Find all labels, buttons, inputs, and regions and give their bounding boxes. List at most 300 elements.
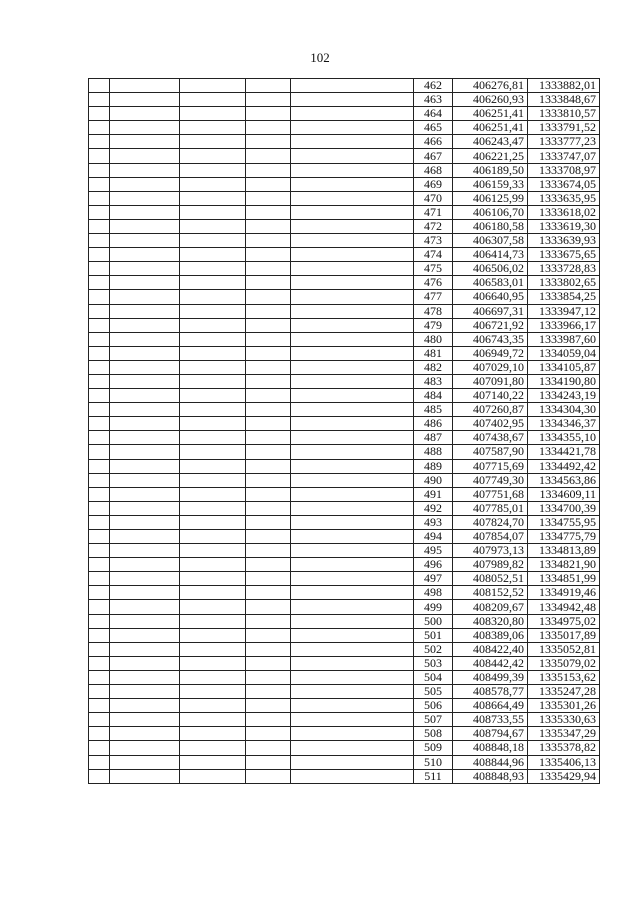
point-number-cell: 471	[414, 205, 453, 219]
empty-cell	[180, 79, 246, 93]
empty-cell	[110, 769, 180, 783]
point-number-cell: 485	[414, 403, 453, 417]
table-row	[89, 501, 600, 515]
empty-cell	[246, 163, 291, 177]
empty-cell	[89, 445, 110, 459]
empty-cell	[110, 79, 180, 93]
x-coordinate-cell: 406307,58	[453, 234, 528, 248]
empty-cell	[180, 276, 246, 290]
point-number-cell: 487	[414, 431, 453, 445]
y-coordinate-cell: 1334492,42	[528, 459, 600, 473]
empty-cell	[180, 248, 246, 262]
x-coordinate-cell: 408209,67	[453, 600, 528, 614]
empty-cell	[246, 417, 291, 431]
empty-cell	[180, 459, 246, 473]
empty-cell	[291, 586, 414, 600]
empty-cell	[180, 741, 246, 755]
x-coordinate-cell: 408848,93	[453, 769, 528, 783]
empty-cell	[89, 530, 110, 544]
empty-cell	[89, 205, 110, 219]
empty-cell	[110, 515, 180, 529]
empty-cell	[246, 628, 291, 642]
empty-cell	[291, 656, 414, 670]
empty-cell	[180, 600, 246, 614]
empty-cell	[180, 234, 246, 248]
empty-cell	[246, 135, 291, 149]
empty-cell	[89, 769, 110, 783]
empty-cell	[246, 614, 291, 628]
empty-cell	[291, 276, 414, 290]
empty-cell	[246, 656, 291, 670]
table-row	[89, 487, 600, 501]
table-row	[89, 727, 600, 741]
table-row	[89, 219, 600, 233]
empty-cell	[110, 149, 180, 163]
x-coordinate-cell: 406414,73	[453, 248, 528, 262]
empty-cell	[180, 417, 246, 431]
empty-cell	[291, 163, 414, 177]
empty-cell	[89, 304, 110, 318]
table-row	[89, 755, 600, 769]
empty-cell	[110, 600, 180, 614]
table-row	[89, 346, 600, 360]
empty-cell	[291, 219, 414, 233]
x-coordinate-cell: 407140,22	[453, 389, 528, 403]
empty-cell	[291, 191, 414, 205]
x-coordinate-cell: 406721,92	[453, 318, 528, 332]
y-coordinate-cell: 1333675,65	[528, 248, 600, 262]
empty-cell	[180, 473, 246, 487]
y-coordinate-cell: 1335378,82	[528, 741, 600, 755]
x-coordinate-cell: 407785,01	[453, 501, 528, 515]
coordinates-table	[88, 78, 600, 784]
x-coordinate-cell: 406276,81	[453, 79, 528, 93]
x-coordinate-cell: 408442,42	[453, 656, 528, 670]
table-row	[89, 304, 600, 318]
y-coordinate-cell: 1333966,17	[528, 318, 600, 332]
y-coordinate-cell: 1335052,81	[528, 642, 600, 656]
y-coordinate-cell: 1333728,83	[528, 262, 600, 276]
empty-cell	[110, 670, 180, 684]
point-number-cell: 496	[414, 558, 453, 572]
empty-cell	[110, 374, 180, 388]
table-row	[89, 177, 600, 191]
table-row	[89, 572, 600, 586]
empty-cell	[110, 346, 180, 360]
table-row	[89, 459, 600, 473]
point-number-cell: 465	[414, 121, 453, 135]
empty-cell	[246, 600, 291, 614]
empty-cell	[291, 107, 414, 121]
empty-cell	[291, 290, 414, 304]
x-coordinate-cell: 406251,41	[453, 107, 528, 121]
point-number-cell: 468	[414, 163, 453, 177]
empty-cell	[180, 487, 246, 501]
y-coordinate-cell: 1335429,94	[528, 769, 600, 783]
point-number-cell: 476	[414, 276, 453, 290]
table-row	[89, 93, 600, 107]
empty-cell	[180, 403, 246, 417]
empty-cell	[246, 79, 291, 93]
empty-cell	[110, 332, 180, 346]
y-coordinate-cell: 1333882,01	[528, 79, 600, 93]
y-coordinate-cell: 1333848,67	[528, 93, 600, 107]
table-row	[89, 544, 600, 558]
x-coordinate-cell: 408499,39	[453, 670, 528, 684]
empty-cell	[246, 727, 291, 741]
empty-cell	[110, 276, 180, 290]
table-row	[89, 248, 600, 262]
y-coordinate-cell: 1334700,39	[528, 501, 600, 515]
empty-cell	[110, 360, 180, 374]
empty-cell	[110, 304, 180, 318]
empty-cell	[291, 544, 414, 558]
empty-cell	[291, 727, 414, 741]
empty-cell	[246, 431, 291, 445]
point-number-cell: 502	[414, 642, 453, 656]
x-coordinate-cell: 406159,33	[453, 177, 528, 191]
x-coordinate-cell: 406189,50	[453, 163, 528, 177]
table-row	[89, 515, 600, 529]
empty-cell	[110, 248, 180, 262]
empty-cell	[180, 262, 246, 276]
empty-cell	[291, 417, 414, 431]
point-number-cell: 462	[414, 79, 453, 93]
empty-cell	[291, 699, 414, 713]
empty-cell	[89, 642, 110, 656]
point-number-cell: 511	[414, 769, 453, 783]
x-coordinate-cell: 407854,07	[453, 530, 528, 544]
table-row	[89, 135, 600, 149]
empty-cell	[89, 727, 110, 741]
empty-cell	[246, 670, 291, 684]
empty-cell	[180, 163, 246, 177]
empty-cell	[89, 656, 110, 670]
x-coordinate-cell: 407824,70	[453, 515, 528, 529]
point-number-cell: 482	[414, 360, 453, 374]
empty-cell	[89, 699, 110, 713]
empty-cell	[180, 656, 246, 670]
empty-cell	[89, 755, 110, 769]
empty-cell	[110, 713, 180, 727]
empty-cell	[246, 769, 291, 783]
empty-cell	[246, 360, 291, 374]
x-coordinate-cell: 407715,69	[453, 459, 528, 473]
empty-cell	[291, 403, 414, 417]
y-coordinate-cell: 1334851,99	[528, 572, 600, 586]
empty-cell	[89, 670, 110, 684]
empty-cell	[110, 191, 180, 205]
empty-cell	[110, 530, 180, 544]
x-coordinate-cell: 407973,13	[453, 544, 528, 558]
table-row	[89, 445, 600, 459]
empty-cell	[110, 755, 180, 769]
empty-cell	[110, 163, 180, 177]
empty-cell	[180, 501, 246, 515]
empty-cell	[246, 177, 291, 191]
point-number-cell: 510	[414, 755, 453, 769]
empty-cell	[89, 501, 110, 515]
empty-cell	[89, 431, 110, 445]
table-row	[89, 473, 600, 487]
empty-cell	[89, 544, 110, 558]
table-row	[89, 713, 600, 727]
y-coordinate-cell: 1333854,25	[528, 290, 600, 304]
y-coordinate-cell: 1333635,95	[528, 191, 600, 205]
empty-cell	[246, 685, 291, 699]
y-coordinate-cell: 1334421,78	[528, 445, 600, 459]
table-row	[89, 107, 600, 121]
empty-cell	[89, 572, 110, 586]
empty-cell	[110, 219, 180, 233]
empty-cell	[89, 191, 110, 205]
empty-cell	[246, 107, 291, 121]
empty-cell	[246, 389, 291, 403]
empty-cell	[89, 234, 110, 248]
x-coordinate-cell: 406697,31	[453, 304, 528, 318]
empty-cell	[246, 403, 291, 417]
y-coordinate-cell: 1333810,57	[528, 107, 600, 121]
y-coordinate-cell: 1333674,05	[528, 177, 600, 191]
y-coordinate-cell: 1334355,10	[528, 431, 600, 445]
empty-cell	[246, 741, 291, 755]
empty-cell	[180, 530, 246, 544]
y-coordinate-cell: 1334821,90	[528, 558, 600, 572]
table-row	[89, 121, 600, 135]
empty-cell	[291, 205, 414, 219]
empty-cell	[180, 727, 246, 741]
empty-cell	[180, 769, 246, 783]
x-coordinate-cell: 407260,87	[453, 403, 528, 417]
point-number-cell: 490	[414, 473, 453, 487]
empty-cell	[110, 642, 180, 656]
empty-cell	[89, 360, 110, 374]
empty-cell	[291, 431, 414, 445]
empty-cell	[246, 276, 291, 290]
y-coordinate-cell: 1335330,63	[528, 713, 600, 727]
point-number-cell: 478	[414, 304, 453, 318]
point-number-cell: 483	[414, 374, 453, 388]
y-coordinate-cell: 1335406,13	[528, 755, 600, 769]
empty-cell	[110, 544, 180, 558]
table-row	[89, 290, 600, 304]
empty-cell	[110, 93, 180, 107]
point-number-cell: 464	[414, 107, 453, 121]
empty-cell	[291, 501, 414, 515]
point-number-cell: 467	[414, 149, 453, 163]
empty-cell	[89, 248, 110, 262]
empty-cell	[180, 431, 246, 445]
empty-cell	[110, 727, 180, 741]
x-coordinate-cell: 406180,58	[453, 219, 528, 233]
empty-cell	[291, 572, 414, 586]
point-number-cell: 466	[414, 135, 453, 149]
y-coordinate-cell: 1334942,48	[528, 600, 600, 614]
table-row	[89, 332, 600, 346]
empty-cell	[291, 670, 414, 684]
y-coordinate-cell: 1334243,19	[528, 389, 600, 403]
empty-cell	[246, 304, 291, 318]
empty-cell	[180, 121, 246, 135]
empty-cell	[180, 374, 246, 388]
empty-cell	[291, 600, 414, 614]
empty-cell	[291, 374, 414, 388]
table-row	[89, 79, 600, 93]
empty-cell	[89, 93, 110, 107]
empty-cell	[110, 473, 180, 487]
x-coordinate-cell: 406221,25	[453, 149, 528, 163]
y-coordinate-cell: 1333987,60	[528, 332, 600, 346]
empty-cell	[110, 586, 180, 600]
point-number-cell: 506	[414, 699, 453, 713]
empty-cell	[246, 121, 291, 135]
y-coordinate-cell: 1334190,80	[528, 374, 600, 388]
x-coordinate-cell: 406260,93	[453, 93, 528, 107]
table-row	[89, 417, 600, 431]
point-number-cell: 495	[414, 544, 453, 558]
empty-cell	[180, 149, 246, 163]
x-coordinate-cell: 407989,82	[453, 558, 528, 572]
x-coordinate-cell: 408733,55	[453, 713, 528, 727]
y-coordinate-cell: 1333747,07	[528, 149, 600, 163]
empty-cell	[180, 290, 246, 304]
table-row	[89, 656, 600, 670]
point-number-cell: 488	[414, 445, 453, 459]
table-row	[89, 614, 600, 628]
point-number-cell: 498	[414, 586, 453, 600]
empty-cell	[110, 572, 180, 586]
empty-cell	[89, 473, 110, 487]
point-number-cell: 469	[414, 177, 453, 191]
table-row	[89, 431, 600, 445]
empty-cell	[291, 741, 414, 755]
y-coordinate-cell: 1333618,02	[528, 205, 600, 219]
empty-cell	[291, 135, 414, 149]
point-number-cell: 463	[414, 93, 453, 107]
empty-cell	[291, 445, 414, 459]
empty-cell	[110, 107, 180, 121]
x-coordinate-cell: 406949,72	[453, 346, 528, 360]
x-coordinate-cell: 408794,67	[453, 727, 528, 741]
empty-cell	[110, 262, 180, 276]
empty-cell	[89, 600, 110, 614]
empty-cell	[246, 445, 291, 459]
empty-cell	[246, 205, 291, 219]
x-coordinate-cell: 406506,02	[453, 262, 528, 276]
empty-cell	[110, 234, 180, 248]
empty-cell	[246, 290, 291, 304]
empty-cell	[180, 713, 246, 727]
empty-cell	[246, 149, 291, 163]
empty-cell	[110, 318, 180, 332]
empty-cell	[180, 318, 246, 332]
empty-cell	[110, 656, 180, 670]
empty-cell	[89, 276, 110, 290]
x-coordinate-cell: 408052,51	[453, 572, 528, 586]
table-row	[89, 389, 600, 403]
x-coordinate-cell: 407587,90	[453, 445, 528, 459]
point-number-cell: 480	[414, 332, 453, 346]
empty-cell	[180, 304, 246, 318]
empty-cell	[110, 614, 180, 628]
empty-cell	[291, 93, 414, 107]
x-coordinate-cell: 408844,96	[453, 755, 528, 769]
empty-cell	[180, 177, 246, 191]
empty-cell	[246, 459, 291, 473]
empty-cell	[89, 107, 110, 121]
empty-cell	[89, 346, 110, 360]
x-coordinate-cell: 408422,40	[453, 642, 528, 656]
point-number-cell: 470	[414, 191, 453, 205]
point-number-cell: 499	[414, 600, 453, 614]
point-number-cell: 503	[414, 656, 453, 670]
x-coordinate-cell: 408389,06	[453, 628, 528, 642]
table-row	[89, 360, 600, 374]
point-number-cell: 486	[414, 417, 453, 431]
point-number-cell: 501	[414, 628, 453, 642]
page-number: 102	[310, 50, 330, 65]
empty-cell	[89, 487, 110, 501]
y-coordinate-cell: 1334563,86	[528, 473, 600, 487]
empty-cell	[180, 515, 246, 529]
point-number-cell: 491	[414, 487, 453, 501]
x-coordinate-cell: 407438,67	[453, 431, 528, 445]
empty-cell	[110, 699, 180, 713]
y-coordinate-cell: 1334346,37	[528, 417, 600, 431]
empty-cell	[89, 219, 110, 233]
empty-cell	[110, 205, 180, 219]
empty-cell	[291, 149, 414, 163]
empty-cell	[291, 346, 414, 360]
empty-cell	[291, 628, 414, 642]
empty-cell	[246, 262, 291, 276]
empty-cell	[246, 530, 291, 544]
table-row	[89, 670, 600, 684]
empty-cell	[180, 93, 246, 107]
empty-cell	[291, 262, 414, 276]
table-row	[89, 558, 600, 572]
y-coordinate-cell: 1335301,26	[528, 699, 600, 713]
empty-cell	[246, 374, 291, 388]
point-number-cell: 484	[414, 389, 453, 403]
x-coordinate-cell: 407029,10	[453, 360, 528, 374]
y-coordinate-cell: 1333777,23	[528, 135, 600, 149]
empty-cell	[89, 741, 110, 755]
coordinates-table-body	[89, 79, 600, 784]
y-coordinate-cell: 1334105,87	[528, 360, 600, 374]
empty-cell	[246, 755, 291, 769]
empty-cell	[180, 586, 246, 600]
y-coordinate-cell: 1334755,95	[528, 515, 600, 529]
empty-cell	[110, 290, 180, 304]
empty-cell	[180, 628, 246, 642]
empty-cell	[89, 332, 110, 346]
empty-cell	[89, 177, 110, 191]
y-coordinate-cell: 1334919,46	[528, 586, 600, 600]
empty-cell	[246, 332, 291, 346]
table-row	[89, 600, 600, 614]
point-number-cell: 477	[414, 290, 453, 304]
empty-cell	[89, 515, 110, 529]
empty-cell	[110, 403, 180, 417]
point-number-cell: 479	[414, 318, 453, 332]
empty-cell	[246, 572, 291, 586]
empty-cell	[291, 685, 414, 699]
table-row	[89, 318, 600, 332]
y-coordinate-cell: 1335079,02	[528, 656, 600, 670]
y-coordinate-cell: 1334609,11	[528, 487, 600, 501]
x-coordinate-cell: 408320,80	[453, 614, 528, 628]
